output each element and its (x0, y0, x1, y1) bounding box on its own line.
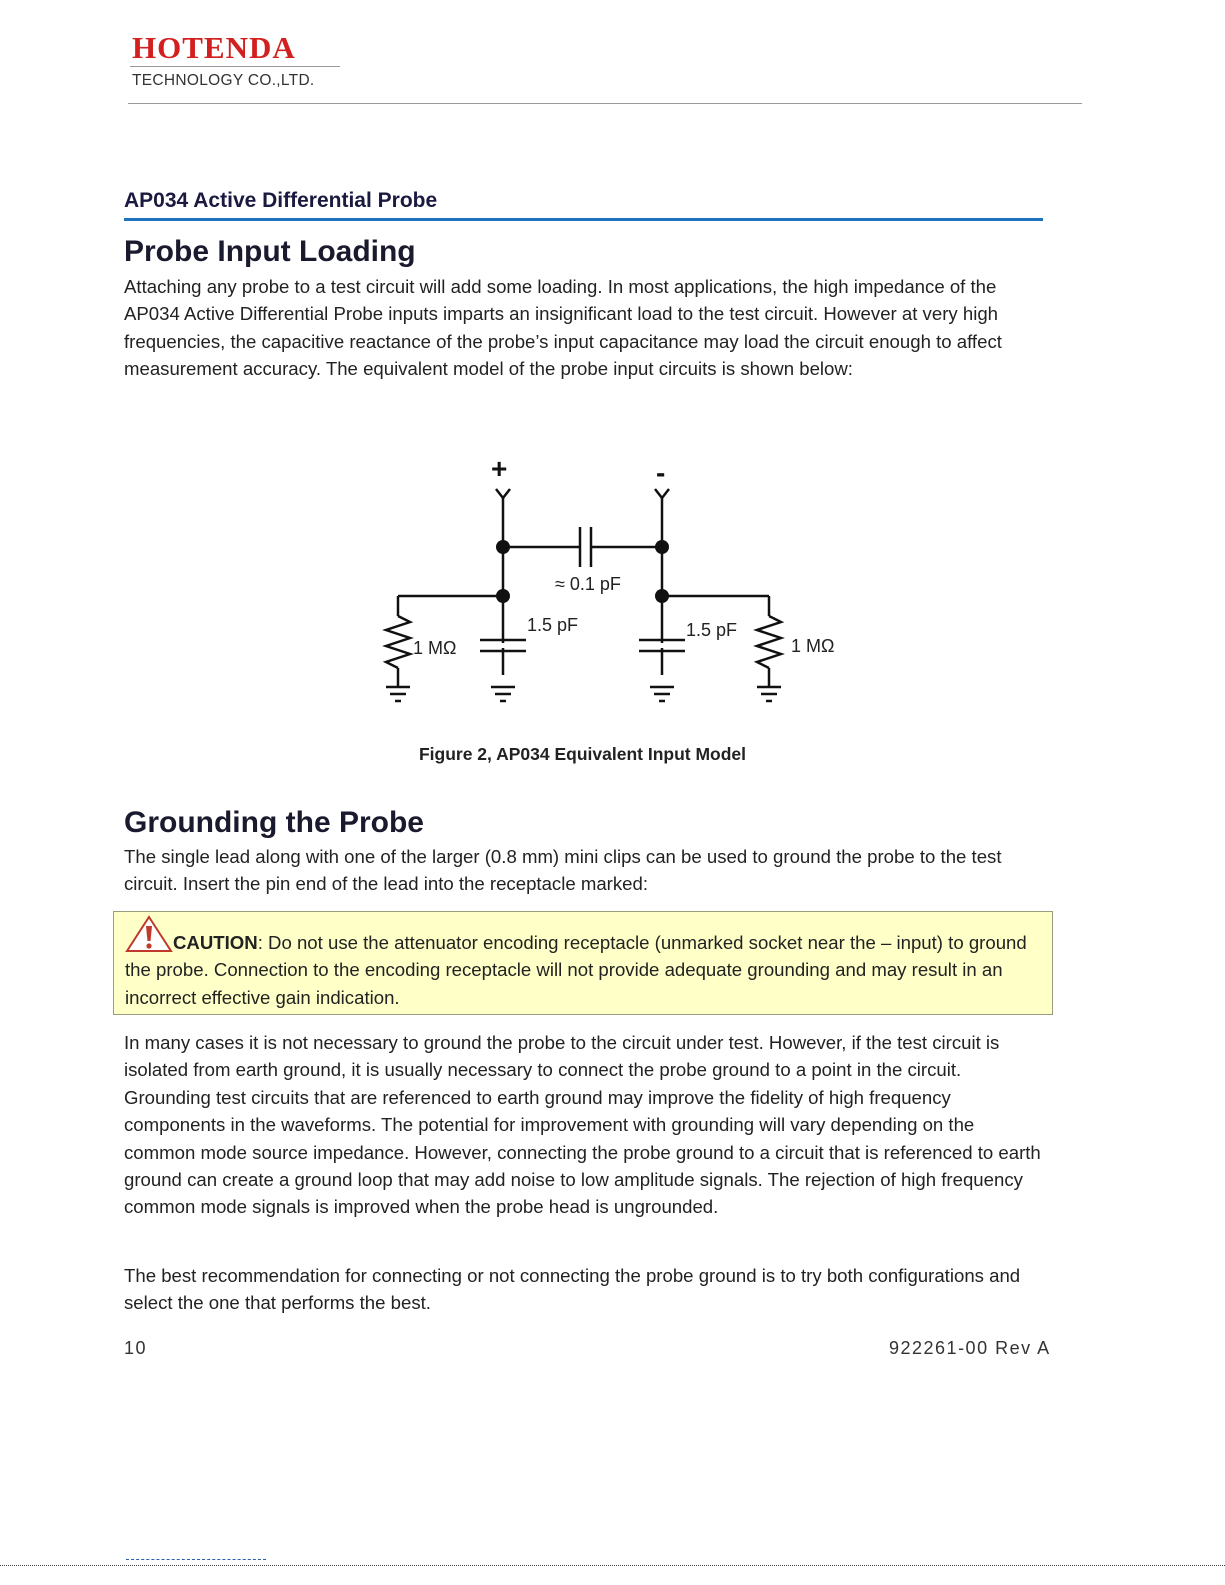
header-divider (128, 103, 1082, 104)
right-capacitance-label: 1.5 pF (686, 620, 738, 640)
section-heading-grounding: Grounding the Probe (124, 806, 424, 839)
equivalent-input-schematic (370, 450, 870, 720)
paragraph-grounding-recommendation: The best recommendation for connecting or not connecting the probe ground is to try both configurations and select the one that performs the best. (124, 1265, 1021, 1314)
minus-input-label: - (656, 457, 666, 488)
page-bottom-edge (0, 1565, 1225, 1566)
document-title: AP034 Active Differential Probe (124, 189, 438, 212)
company-logo-subtitle: TECHNOLOGY CO.,LTD. (132, 72, 315, 89)
plus-input-label: + (491, 453, 508, 484)
caution-box (113, 911, 1053, 1015)
section-heading-probe-input-loading: Probe Input Loading (124, 235, 416, 268)
right-resistance-label: 1 MΩ (791, 636, 835, 656)
document-number: 922261-00 Rev A (889, 1338, 1051, 1358)
bottom-link-rule (126, 1559, 266, 1560)
warning-triangle-icon (125, 915, 173, 953)
page-number: 10 (124, 1338, 148, 1358)
left-resistance-label: 1 MΩ (413, 638, 457, 658)
paragraph-grounding-intro: The single lead along with one of the larger (0.8 mm) mini clips can be used to ground the probe to the test circuit. Insert the pin end of the lead into the receptacle marked: (124, 846, 1002, 895)
caution-label: CAUTION (173, 932, 258, 953)
logo-divider (130, 66, 340, 67)
paragraph-grounding-details: In many cases it is not necessary to ground the probe to the circuit under test. However, if the test circuit is isolated from earth ground, it is usually necessary to connect the probe ground to a point in the circuit. Grounding test circuits that are referenced to earth ground may improve the fidelity of high frequency components in the waveforms. The potential for improvement with grounding will vary depending on the common mode source impedance. However, connecting the probe ground to a circuit that is referenced to earth ground can create a ground loop that may add noise to low amplitude signals. The rejection of high frequency common mode signals is improved when the probe head is ungrounded. (124, 1032, 1041, 1218)
coupling-capacitance-label: ≈ 0.1 pF (555, 574, 621, 594)
figure-caption: Figure 2, AP034 Equivalent Input Model (418, 744, 747, 764)
company-logo-name: HOTENDA (132, 30, 296, 65)
caution-text: : Do not use the attenuator encoding receptacle (unmarked socket near the – input) to ground the probe. Connection to the encoding receptacle will not provide adequate grounding and may result in an incorrect effective gain indication. (125, 932, 1027, 1008)
paragraph-input-loading: Attaching any probe to a test circuit will add some loading. In most applications, the high impedance of the AP034 Active Differential Probe inputs imparts an insignificant load to the test circuit. However at very high frequencies, the capacitive reactance of the probe’s input capacitance may load the circuit enough to affect measurement accuracy. The equivalent model of the probe input circuits is shown below: (124, 276, 1002, 380)
left-capacitance-label: 1.5 pF (527, 615, 579, 635)
title-underline (124, 218, 1043, 221)
